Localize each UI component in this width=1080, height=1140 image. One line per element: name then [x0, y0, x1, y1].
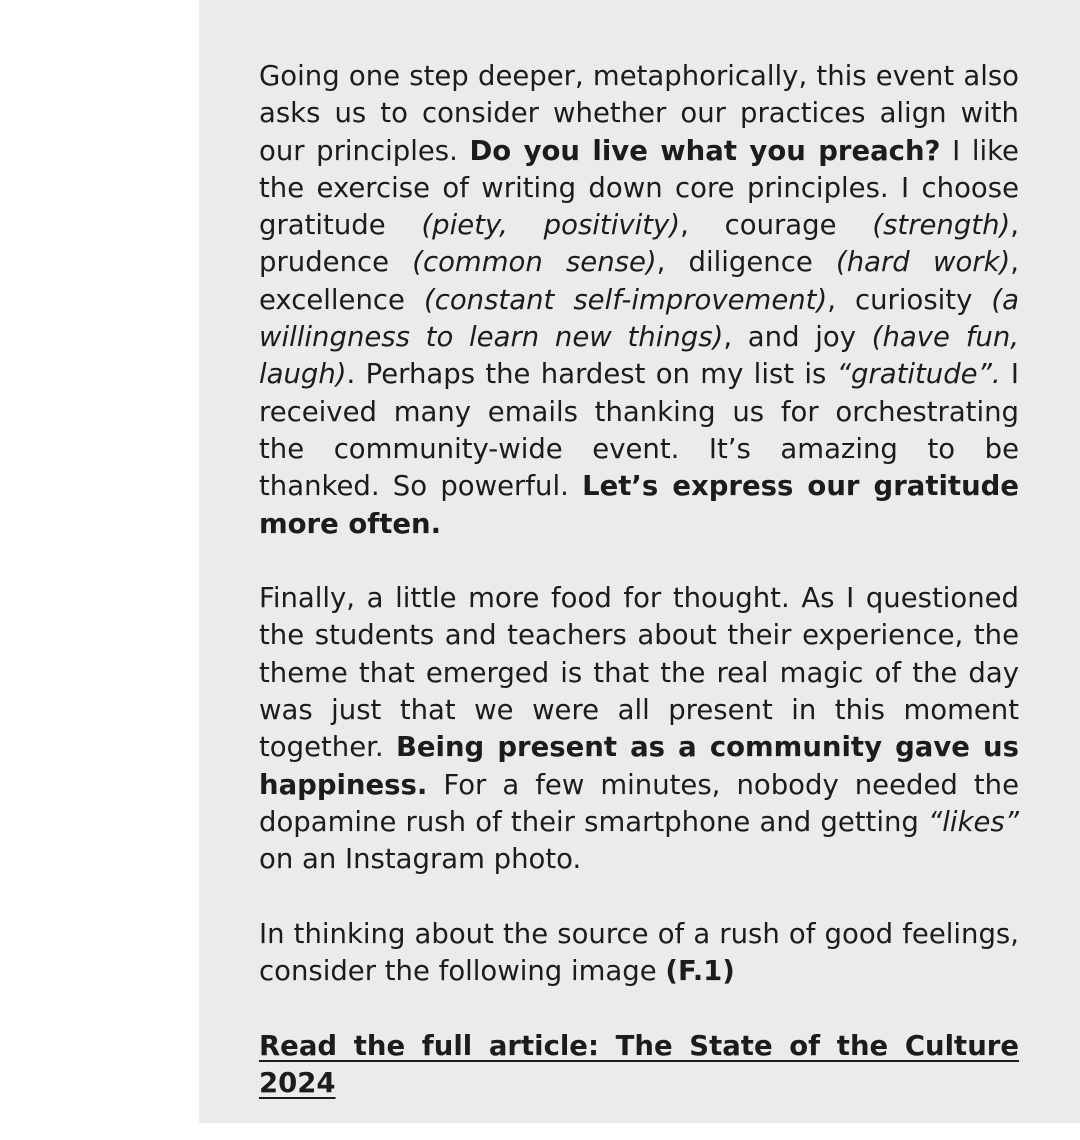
paragraph-source-of-feelings: In thinking about the source of a rush of good feelings, consider the following image (F.1)	[259, 917, 1019, 988]
emphasis-being-present: Being present as a community gave us happiness.	[259, 731, 1019, 801]
read-more-line	[259, 1028, 1019, 1103]
article-body	[259, 58, 1019, 1140]
figure-reference: (F.1)	[665, 955, 735, 988]
emphasis-express-gratitude: Let’s express our gratitude more often.	[259, 470, 1019, 540]
paragraph-present-community: Finally, a little more food for thought. As I questioned the students and teachers about their experience, the theme that emerged is that the real magic of the day was just that we were all present in this moment together. Being present as a community gave us happiness. For a few minutes, nobody needed the dopamine rush of their smartphone and getting “likes” on an Instagram photo.	[259, 582, 1019, 876]
read-full-article-link[interactable]: Read the full article: The State of the Culture 2024	[259, 1029, 1019, 1100]
paragraph-principles: Going one step deeper, metaphorically, this event also asks us to consider whether our practices align with our principles. Do you live what you preach? I like the exercise of writing down core principles. I choose gratitude (piety, positivity), courage (strength), prudence (common sense), diligence (hard work), excellence (constant self-improvement), curiosity (a willingness to learn new things), and joy (have fun, laugh). Perhaps the hardest on my list is “gratitude”. I received many emails thanking us for orchestrating the community-wide event. It’s amazing to be thanked. So powerful. Let’s express our gratitude more often.	[259, 60, 1019, 540]
emphasis-live-what-you-preach: Do you live what you preach?	[469, 134, 941, 167]
